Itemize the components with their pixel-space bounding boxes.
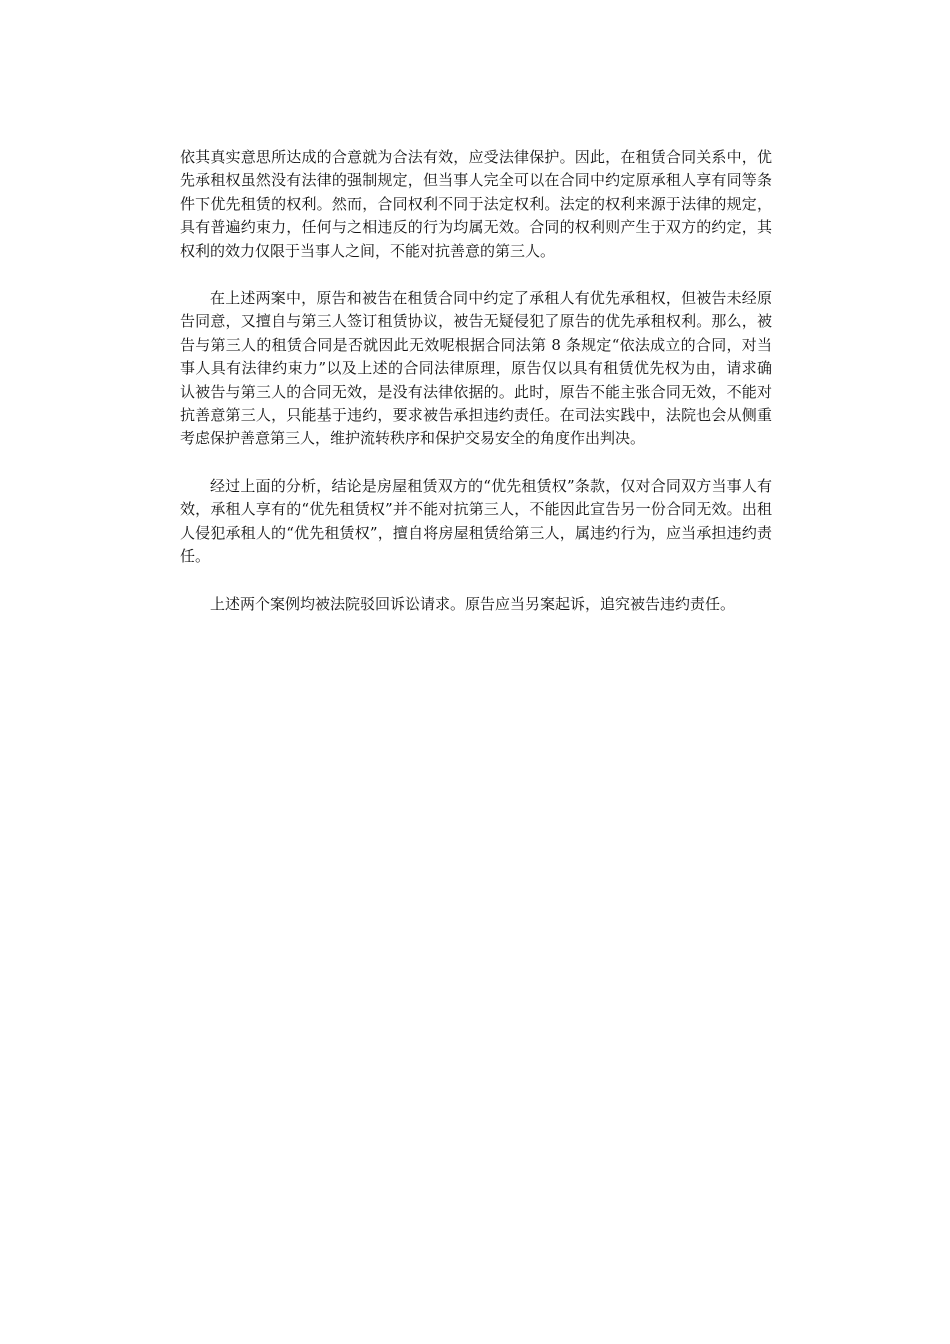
paragraph-2: 在上述两案中，原告和被告在租赁合同中约定了承租人有优先承租权，但被告未经原告同意，又擅自与第三人签订租赁协议，被告无疑侵犯了原告的优先承租权利。那么，被告与第三人的租赁合同是否就因此无效呢根据合同法第 8 条规定“依法成立的合同，对当事人具有法律约束力”以及上述的合同法律原理，原告仅以具有租赁优先权为由，请求确认被告与第三人的合同无效，是没有法律依据的。此时，原告不能主张合同无效，不能对抗善意第三人，只能基于违约，要求被告承担违约责任。在司法实践中，法院也会从侧重考虑保护善意第三人，维护流转秩序和保护交易安全的角度作出判决。 xyxy=(180,289,772,448)
paragraph-1: 依其真实意思所达成的合意就为合法有效，应受法律保护。因此，在租赁合同关系中，优先承租权虽然没有法律的强制规定，但当事人完全可以在合同中约定原承租人享有同等条件下优先租赁的权利。然而，合同权利不同于法定权利。法定的权利来源于法律的规定，具有普遍约束力，任何与之相违反的行为均属无效。合同的权利则产生于双方的约定，其权利的效力仅限于当事人之间，不能对抗善意的第三人。 xyxy=(180,148,772,260)
document-body xyxy=(180,146,772,640)
paragraph-4: 上述两个案例均被法院驳回诉讼请求。原告应当另案起诉，追究被告违约责任。 xyxy=(210,594,736,613)
paragraph-3: 经过上面的分析，结论是房屋租赁双方的“优先租赁权”条款，仅对合同双方当事人有效，承租人享有的“优先租赁权”并不能对抗第三人，不能因此宣告另一份合同无效。出租人侵犯承租人的“优先租赁权”，擅自将房屋租赁给第三人，属违约行为，应当承担违约责任。 xyxy=(180,476,772,566)
